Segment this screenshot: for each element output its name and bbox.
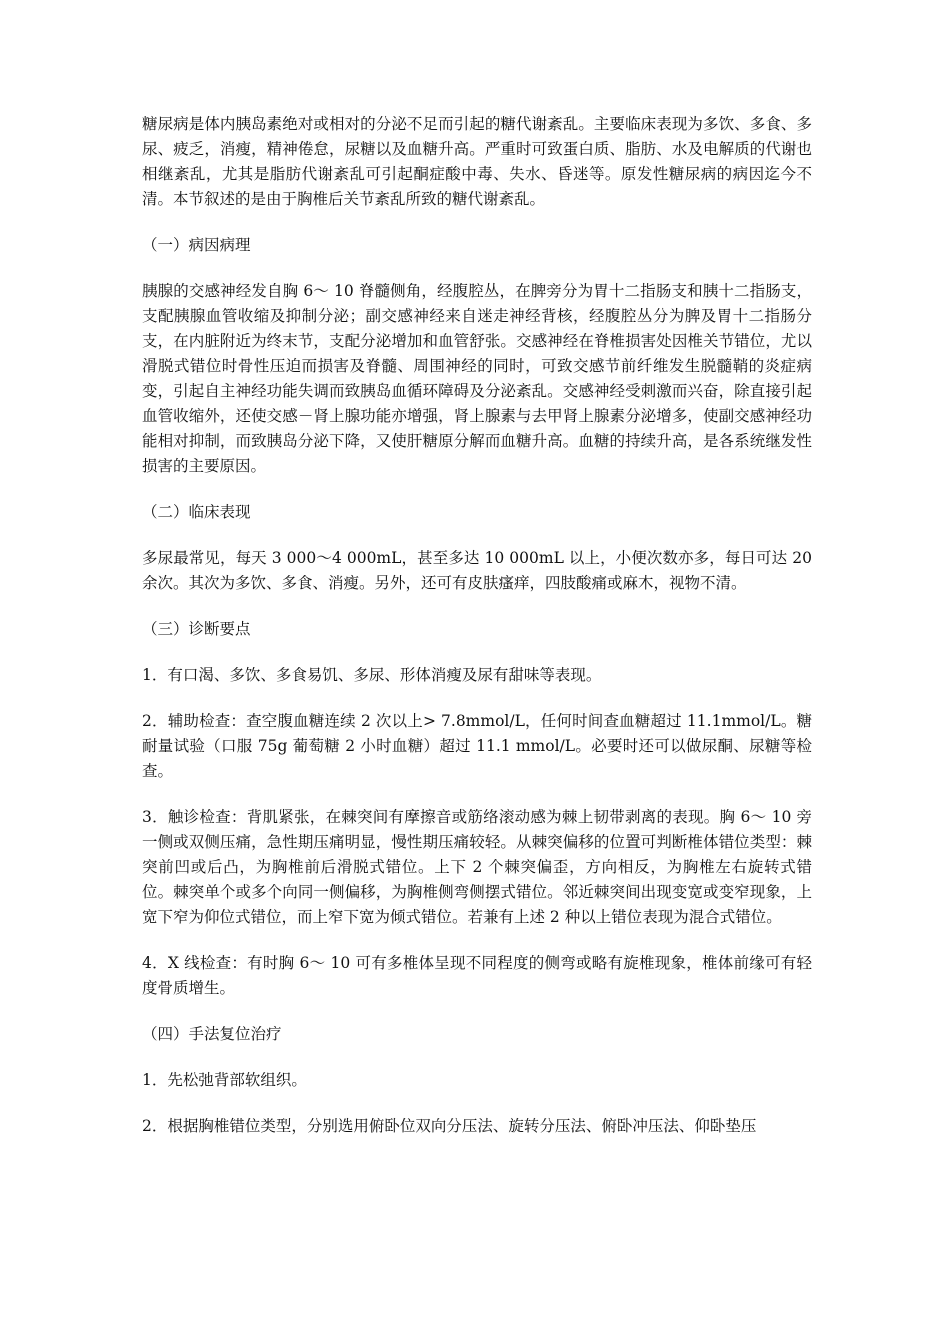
etiology-paragraph: 胰腺的交感神经发自胸 6～ 10 脊髓侧角，经腹腔丛，在脾旁分为胃十二指肠支和胰十二指肠支，支配胰腺血管收缩及抑制分泌；副交感神经来自迷走神经背核，经腹腔丛分为脾及胃十二指肠分支，在内脏附近为终末节，支配分泌增加和血管舒张。交感神经在脊椎损害处因椎关节错位，尤以滑脱式错位时骨性压迫而损害及脊髓、周围神经的同时，可致交感节前纤维发生脱髓鞘的炎症病变，引起自主神经功能失调而致胰岛血循环障碍及分泌紊乱。交感神经受刺激而兴奋，除直接引起血管收缩外，还使交感－肾上腺功能亦增强，肾上腺素与去甲肾上腺素分泌增多，使副交感神经功能相对抑制，而致胰岛分泌下降，又使肝糖原分解而血糖升高。血糖的持续升高，是各系统继发性损害的主要原因。 (142, 282, 812, 475)
clinical-paragraph: 多尿最常见，每天 3 000～4 000mL，甚至多达 10 000mL 以上，小便次数亦多，每日可达 20 余次。其次为多饮、多食、消瘦。另外，还可有皮肤瘙痒，四肢酸痛或麻木，视物不清。 (142, 549, 812, 592)
section-heading-etiology: （一）病因病理 (142, 236, 251, 254)
section-heading-diagnosis: （三）诊断要点 (142, 620, 251, 638)
intro-paragraph: 糖尿病是体内胰岛素绝对或相对的分泌不足而引起的糖代谢紊乱。主要临床表现为多饮、多食、多尿、疲乏，消瘦，精神倦怠，尿糖以及血糖升高。严重时可致蛋白质、脂肪、水及电解质的代谢也相继紊乱，尤其是脂肪代谢紊乱可引起酮症酸中毒、失水、昏迷等。原发性糖尿病的病因迄今不清。本节叙述的是由于胸椎后关节紊乱所致的糖代谢紊乱。 (142, 115, 812, 208)
diagnosis-item-3: 3．触诊检查：背肌紧张，在棘突间有摩擦音或筋络滚动感为棘上韧带剥离的表现。胸 6～ 10 旁一侧或双侧压痛，急性期压痛明显，慢性期压痛较轻。从棘突偏移的位置可判断椎体错位类型：棘突前凹或后凸，为胸椎前后滑脱式错位。上下 2 个棘突偏歪，方向相反，为胸椎左右旋转式错位。棘突单个或多个向同一侧偏移，为胸椎侧弯侧摆式错位。邻近棘突间出现变宽或变窄现象，上宽下窄为仰位式错位，而上窄下宽为倾式错位。若兼有上述 2 种以上错位表现为混合式错位。 (142, 808, 812, 926)
section-heading-treatment: （四）手法复位治疗 (142, 1025, 282, 1043)
section-heading-clinical: （二）临床表现 (142, 503, 251, 521)
diagnosis-item-4: 4．X 线检查：有时胸 6～ 10 可有多椎体呈现不同程度的侧弯或略有旋椎现象，椎体前缘可有轻度骨质增生。 (142, 954, 812, 997)
treatment-item-1: 1．先松弛背部软组织。 (142, 1071, 307, 1089)
diagnosis-item-1: 1．有口渴、多饮、多食易饥、多尿、形体消瘦及尿有甜味等表现。 (142, 666, 602, 684)
document-page (142, 112, 812, 1160)
diagnosis-item-2: 2．辅助检查：查空腹血糖连续 2 次以上> 7.8mmol/L，任何时间查血糖超过 11.1mmol/L。糖耐量试验（口服 75g 葡萄糖 2 小时血糖）超过 11.1 mmol/L。必要时还可以做尿酮、尿糖等检查。 (142, 712, 812, 780)
treatment-item-2: 2．根据胸椎错位类型，分别选用俯卧位双向分压法、旋转分压法、俯卧冲压法、仰卧垫压 (142, 1117, 757, 1135)
